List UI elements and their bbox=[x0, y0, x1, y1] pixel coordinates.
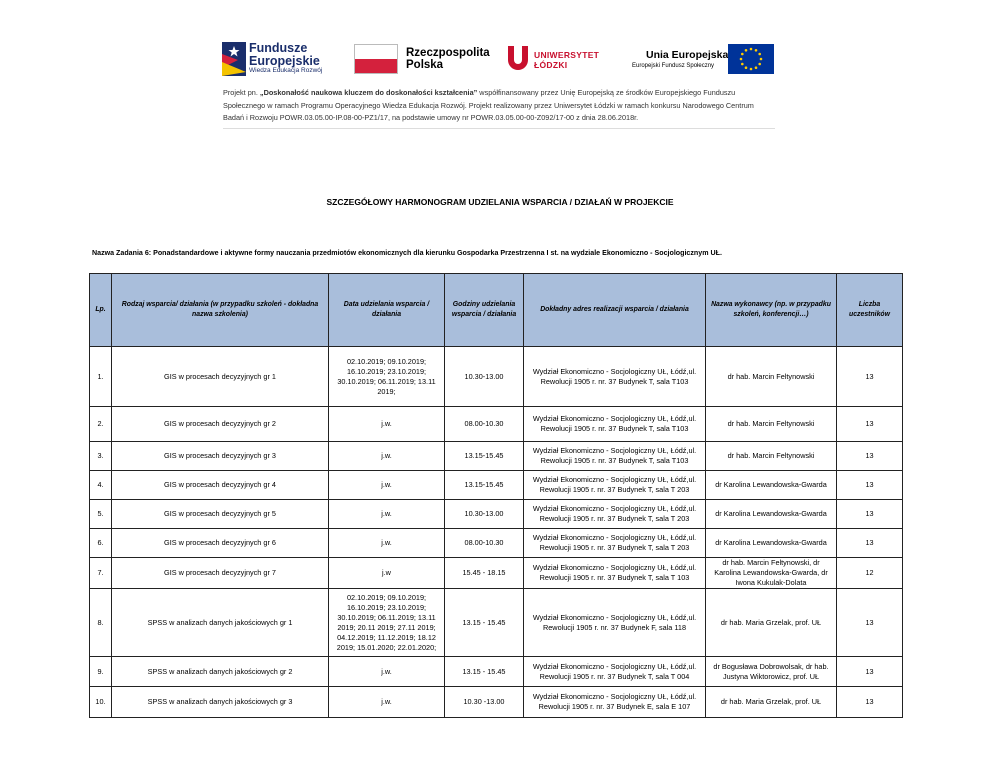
cell-lp: 10. bbox=[90, 687, 112, 718]
cell-type: GIS w procesach decyzyjnych gr 6 bbox=[112, 529, 329, 558]
cell-count: 13 bbox=[837, 347, 903, 407]
header-hours: Godziny udzielania wsparcia / działania bbox=[445, 274, 524, 347]
cell-address: Wydział Ekonomiczno - Socjologiczny UŁ, Łódź,ul. Rewolucji 1905 r. nr. 37 Budynek T, sala T103 bbox=[524, 407, 706, 442]
cell-performer: dr hab. Maria Grzelak, prof. UŁ bbox=[706, 589, 837, 657]
cell-address: Wydział Ekonomiczno - Socjologiczny UŁ, Łódź,ul. Rewolucji 1905 r. nr. 37 Budynek T, sala T 004 bbox=[524, 657, 706, 687]
table-row bbox=[90, 442, 903, 471]
task-name: Nazwa Zadania 6: Ponadstandardowe i aktywne formy nauczania przedmiotów ekonomicznych dla kierunku Gospodarka Przestrzenna I st. na wydziale Ekonomiczno - Socjologicznym UŁ. bbox=[92, 249, 722, 257]
cell-hours: 08.00-10.30 bbox=[445, 407, 524, 442]
cell-hours: 10.30-13.00 bbox=[445, 347, 524, 407]
rp-title: Rzeczpospolita Polska bbox=[406, 47, 490, 71]
cell-performer: dr hab. Marcin Feltynowski, dr Karolina Lewandowska-Gwarda, dr Iwona Kukulak-Dolata bbox=[706, 558, 837, 589]
cell-lp: 7. bbox=[90, 558, 112, 589]
cell-type: GIS w procesach decyzyjnych gr 7 bbox=[112, 558, 329, 589]
cell-count: 13 bbox=[837, 657, 903, 687]
header-divider bbox=[223, 128, 775, 129]
cell-lp: 5. bbox=[90, 500, 112, 529]
unia-europejska-logo bbox=[632, 40, 774, 80]
table-row bbox=[90, 558, 903, 589]
ue-title: Unia Europejska bbox=[646, 49, 729, 61]
logo-bar bbox=[222, 40, 774, 80]
cell-type: SPSS w analizach danych jakościowych gr 2 bbox=[112, 657, 329, 687]
cell-hours: 13.15-15.45 bbox=[445, 442, 524, 471]
cell-hours: 08.00-10.30 bbox=[445, 529, 524, 558]
cell-count: 13 bbox=[837, 500, 903, 529]
cell-hours: 10.30-13.00 bbox=[445, 500, 524, 529]
header-address: Dokładny adres realizacji wsparcia / działania bbox=[524, 274, 706, 347]
cell-dates: j.w. bbox=[329, 407, 445, 442]
cell-type: SPSS w analizach danych jakościowych gr 3 bbox=[112, 687, 329, 718]
cell-dates: j.w. bbox=[329, 442, 445, 471]
cell-performer: dr Bogusława Dobrowolsak, dr hab. Justyna Wiktorowicz, prof. UŁ bbox=[706, 657, 837, 687]
cell-count: 13 bbox=[837, 529, 903, 558]
table-row bbox=[90, 471, 903, 500]
cell-hours: 13.15 - 15.45 bbox=[445, 589, 524, 657]
cell-address: Wydział Ekonomiczno - Socjologiczny UŁ, Łódź,ul. Rewolucji 1905 r. nr. 37 Budynek T, sala T 203 bbox=[524, 471, 706, 500]
fundusze-europejskie-emblem-icon bbox=[222, 42, 246, 76]
table-row bbox=[90, 687, 903, 718]
ul-title: UNIWERSYTET ŁÓDZKI bbox=[534, 50, 600, 70]
cell-address: Wydział Ekonomiczno - Socjologiczny UŁ, Łódź,ul. Rewolucji 1905 r. nr. 37 Budynek T, sala T103 bbox=[524, 442, 706, 471]
cell-lp: 1. bbox=[90, 347, 112, 407]
schedule-table bbox=[89, 273, 903, 718]
fundusze-subtitle: Wiedza Edukacja Rozwój bbox=[249, 67, 323, 74]
cell-count: 13 bbox=[837, 442, 903, 471]
table-row bbox=[90, 407, 903, 442]
rzeczpospolita-polska-logo bbox=[354, 40, 494, 80]
cell-type: GIS w procesach decyzyjnych gr 3 bbox=[112, 442, 329, 471]
cell-dates: j.w. bbox=[329, 529, 445, 558]
cell-count: 13 bbox=[837, 407, 903, 442]
cell-address: Wydział Ekonomiczno - Socjologiczny UŁ, Łódź,ul. Rewolucji 1905 r. nr. 37 Budynek E, sala E 107 bbox=[524, 687, 706, 718]
cell-dates: j.w. bbox=[329, 687, 445, 718]
project-name: „Doskonałość naukowa kluczem do doskonałości kształcenia” bbox=[259, 88, 478, 97]
cell-lp: 3. bbox=[90, 442, 112, 471]
cell-hours: 13.15 - 15.45 bbox=[445, 657, 524, 687]
cell-performer: dr hab. Marcin Feltynowski bbox=[706, 442, 837, 471]
cell-type: GIS w procesach decyzyjnych gr 2 bbox=[112, 407, 329, 442]
cell-lp: 4. bbox=[90, 471, 112, 500]
header-count: Liczba uczestników bbox=[837, 274, 903, 347]
cell-type: GIS w procesach decyzyjnych gr 1 bbox=[112, 347, 329, 407]
eu-flag-icon bbox=[728, 44, 774, 74]
cell-type: GIS w procesach decyzyjnych gr 5 bbox=[112, 500, 329, 529]
polish-flag-icon bbox=[354, 44, 398, 74]
cell-lp: 8. bbox=[90, 589, 112, 657]
cell-type: SPSS w analizach danych jakościowych gr 1 bbox=[112, 589, 329, 657]
cell-address: Wydział Ekonomiczno - Socjologiczny UŁ, Łódź,ul. Rewolucji 1905 r. nr. 37 Budynek T, sala T 203 bbox=[524, 500, 706, 529]
table-row bbox=[90, 589, 903, 657]
cell-hours: 15.45 - 18.15 bbox=[445, 558, 524, 589]
header-lp: Lp. bbox=[90, 274, 112, 347]
header-dates: Data udzielania wsparcia / działania bbox=[329, 274, 445, 347]
cell-address: Wydział Ekonomiczno - Socjologiczny UŁ, Łódź,ul. Rewolucji 1905 r. nr. 37 Budynek T, sala T 203 bbox=[524, 529, 706, 558]
document-title: SZCZEGÓŁOWY HARMONOGRAM UDZIELANIA WSPARCIA / DZIAŁAŃ W PROJEKCIE bbox=[326, 197, 674, 207]
cell-count: 12 bbox=[837, 558, 903, 589]
cell-dates: j.w. bbox=[329, 657, 445, 687]
cell-hours: 13.15-15.45 bbox=[445, 471, 524, 500]
project-description: Projekt pn. „Doskonałość naukowa kluczem do doskonałości kształcenia” współfinansowany przez Unię Europejską ze środków Europejskiego Funduszu Społecznego w ramach Programu Operacyjnego Wiedza Edukacja Rozwój. Projekt realizowany przez Uniwersytet Łódzki w ramach konkursu Narodowego Centrum Badań i Rozwoju POWR.03.05.00-IP.08-00-PZ1/17, na podstawie umowy nr POWR.03.05.00-00-Z092/17-00 z dnia 28.06.2018r. bbox=[223, 88, 754, 122]
cell-lp: 2. bbox=[90, 407, 112, 442]
cell-performer: dr hab. Marcin Feltynowski bbox=[706, 347, 837, 407]
cell-hours: 10.30 -13.00 bbox=[445, 687, 524, 718]
cell-dates: j.w. bbox=[329, 471, 445, 500]
cell-type: GIS w procesach decyzyjnych gr 4 bbox=[112, 471, 329, 500]
fundusze-europejskie-logo bbox=[222, 40, 352, 80]
cell-dates: 02.10.2019; 09.10.2019; 16.10.2019; 23.10.2019; 30.10.2019; 06.11.2019; 13.11 2019; 20.11 2019; 27.11 2019; 04.12.2019; 11.12.2019; 18.12 2019; 15.01.2020; 22.01.2020; bbox=[329, 589, 445, 657]
cell-lp: 9. bbox=[90, 657, 112, 687]
cell-count: 13 bbox=[837, 589, 903, 657]
uniwersytet-lodzki-emblem-icon bbox=[506, 44, 530, 74]
cell-lp: 6. bbox=[90, 529, 112, 558]
cell-performer: dr hab. Maria Grzelak, prof. UŁ bbox=[706, 687, 837, 718]
table-row bbox=[90, 347, 903, 407]
cell-address: Wydział Ekonomiczno - Socjologiczny UŁ, Łódź,ul. Rewolucji 1905 r. nr. 37 Budynek T, sala T103 bbox=[524, 347, 706, 407]
header-performer: Nazwa wykonawcy (np. w przypadku szkoleń, konferencji…) bbox=[706, 274, 837, 347]
cell-address: Wydział Ekonomiczno - Socjologiczny UŁ, Łódź,ul. Rewolucji 1905 r. nr. 37 Budynek T, sala T 103 bbox=[524, 558, 706, 589]
ue-subtitle: Europejski Fundusz Społeczny bbox=[632, 63, 715, 69]
cell-performer: dr Karolina Lewandowska-Gwarda bbox=[706, 471, 837, 500]
cell-performer: dr Karolina Lewandowska-Gwarda bbox=[706, 500, 837, 529]
table-header-row bbox=[90, 274, 903, 347]
cell-count: 13 bbox=[837, 471, 903, 500]
fundusze-title: Fundusze Europejskie bbox=[249, 41, 320, 68]
header-type: Rodzaj wsparcia/ działania (w przypadku szkoleń - dokładna nazwa szkolenia) bbox=[112, 274, 329, 347]
table-row bbox=[90, 657, 903, 687]
table-row bbox=[90, 529, 903, 558]
cell-dates: 02.10.2019; 09.10.2019; 16.10.2019; 23.10.2019; 30.10.2019; 06.11.2019; 13.11 2019; bbox=[329, 347, 445, 407]
table-row bbox=[90, 500, 903, 529]
cell-dates: j.w bbox=[329, 558, 445, 589]
cell-performer: dr Karolina Lewandowska-Gwarda bbox=[706, 529, 837, 558]
cell-count: 13 bbox=[837, 687, 903, 718]
cell-performer: dr hab. Marcin Feltynowski bbox=[706, 407, 837, 442]
cell-dates: j.w. bbox=[329, 500, 445, 529]
cell-address: Wydział Ekonomiczno - Socjologiczny UŁ, Łódź,ul. Rewolucji 1905 r. nr. 37 Budynek F, sala 118 bbox=[524, 589, 706, 657]
uniwersytet-lodzki-logo bbox=[506, 40, 618, 80]
